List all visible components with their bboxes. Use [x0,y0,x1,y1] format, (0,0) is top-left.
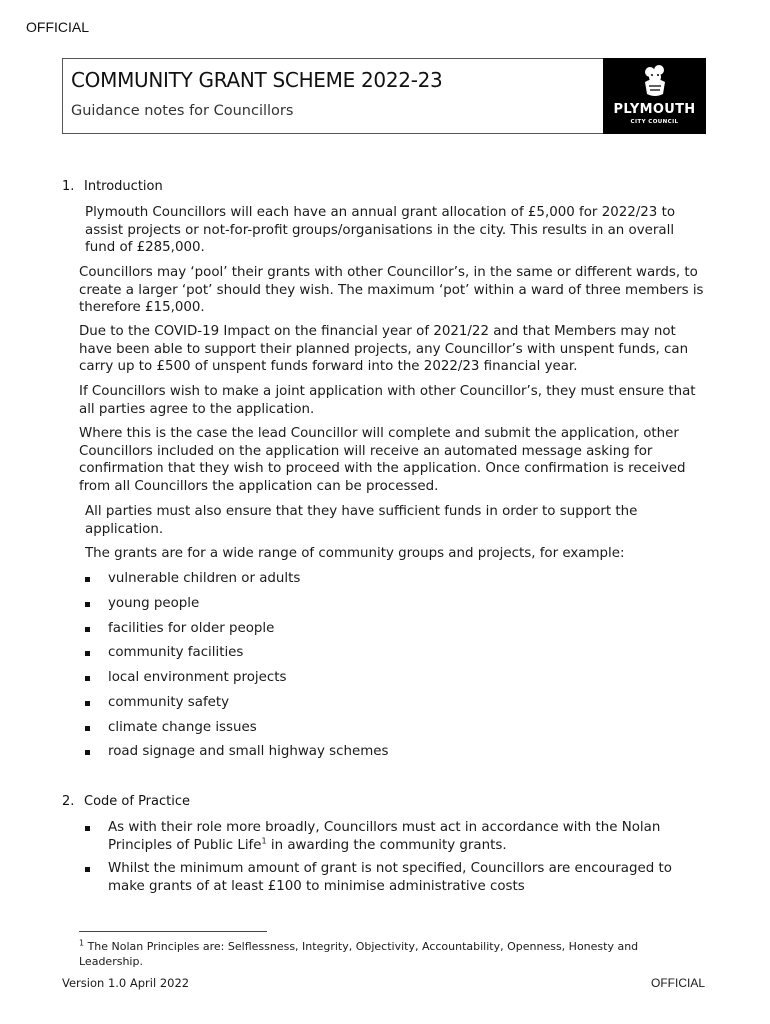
footnote [79,939,689,969]
section-1-heading [62,179,163,194]
example-item-text: road signage and small highway schemes [108,744,389,759]
bullet-icon [85,602,90,607]
example-item-text: community facilities [108,645,244,660]
bullet-icon [85,750,90,755]
intro-paragraph-7: The grants are for a wide range of community groups and projects, for example: [85,546,625,561]
example-item-text: local environment projects [108,670,287,685]
bullet-icon [85,651,90,656]
section-2-title: Code of Practice [84,794,190,809]
section-2-heading [62,794,190,809]
document-header [62,58,706,134]
code-item-2-text: Whilst the minimum amount of grant is not specified, Councillors are encouraged to make grants of at least £100 to minimise administrative costs [108,861,672,894]
example-item-text: facilities for older people [108,621,275,636]
example-item-text: young people [108,596,200,611]
bullet-icon [85,577,90,582]
document-title: COMMUNITY GRANT SCHEME 2022-23 [71,68,443,92]
section-1-title: Introduction [84,179,163,194]
bullet-icon [85,701,90,706]
document-subtitle: Guidance notes for Councillors [71,103,294,119]
intro-paragraph-3: Due to the COVID-19 Impact on the financial year of 2021/22 and that Members may not have been able to support their planned projects, any Councillor’s with unspent funds, can carry up to £500 of unspent funds forward into the 2022/23 financial year. [79,324,689,375]
intro-paragraph-2: Councillors may ‘pool’ their grants with other Councillor’s, in the same or different wards, to create a larger ‘pot’ should they wish. The maximum ‘pot’ within a ward of three members is therefore £15,000. [79,265,704,316]
code-of-practice-item [108,819,708,854]
example-item [108,570,300,588]
footnote-reference[interactable]: 1 [261,836,267,846]
example-item [108,669,286,687]
example-item [108,595,199,613]
footnote-marker: 1 [79,938,85,948]
protective-marking-bottom: OFFICIAL [651,976,706,990]
protective-marking-top: OFFICIAL [26,19,90,35]
version-label: Version 1.0 April 2022 [62,976,190,990]
section-1-number: 1. [62,179,75,194]
code-item-1-text: As with their role more broadly, Councillors must act in accordance with the Nolan Principles of Public Life [108,820,661,853]
example-item [108,620,274,638]
example-item [108,719,257,737]
example-item-text: climate change issues [108,720,257,735]
plymouth-logo [603,58,706,134]
bullet-icon [85,627,90,632]
code-item-1-text-end: in awarding the community grants. [266,837,507,853]
city-crest-icon [641,64,669,98]
intro-paragraph-1: Plymouth Councillors will each have an annual grant allocation of £5,000 for 2022/23 to assist projects or not-for-profit groups/organisations in the city. This results in an overall fund of £285,000. [85,205,676,256]
section-2-number: 2. [62,794,75,809]
footnote-divider [79,931,267,932]
example-item [108,743,388,761]
example-item-text: vulnerable children or adults [108,571,301,586]
code-of-practice-item [108,860,708,895]
example-item [108,694,229,712]
logo-wordmark: PLYMOUTH [613,102,696,117]
intro-paragraph-6: All parties must also ensure that they have sufficient funds in order to support the application. [85,504,638,537]
example-item [108,644,243,662]
bullet-icon [85,867,90,872]
bullet-icon [85,676,90,681]
intro-paragraph-5: Where this is the case the lead Councillor will complete and submit the application, other Councillors included on the application will receive an automated message asking for confirmation that they wish to proceed with the application. Once confirmation is received from all Councillors the application can be processed. [79,426,686,494]
footnote-text: The Nolan Principles are: Selflessness, Integrity, Objectivity, Accountability, Openness, Honesty and Leadership. [79,940,639,968]
intro-paragraph-4: If Councillors wish to make a joint application with other Councillor’s, they must ensure that all parties agree to the application. [79,384,696,417]
bullet-icon [85,826,90,831]
example-item-text: community safety [108,695,230,710]
logo-subtitle: CITY COUNCIL [630,119,679,125]
bullet-icon [85,726,90,731]
